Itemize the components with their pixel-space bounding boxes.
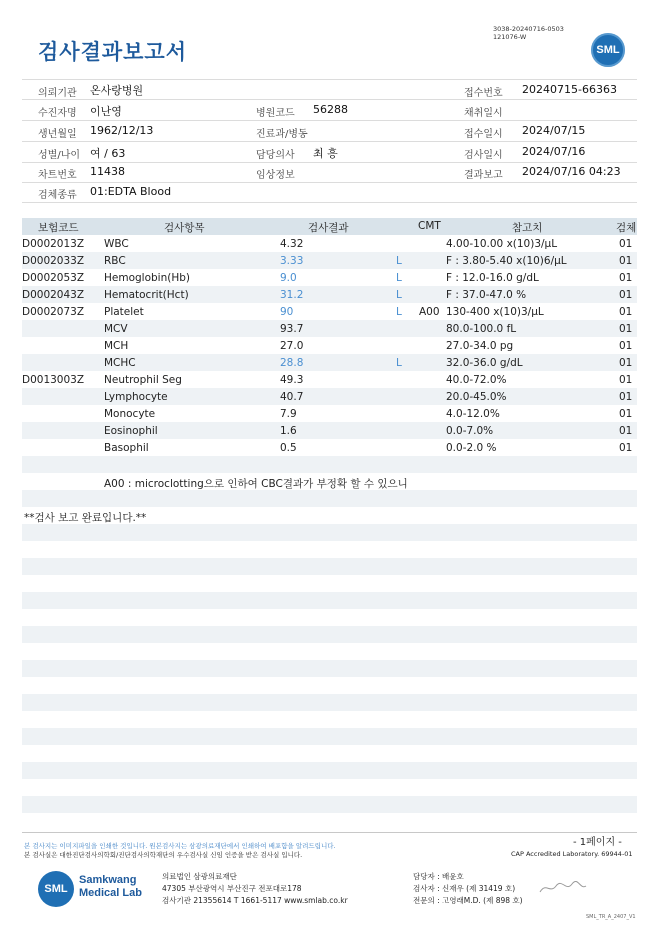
label-report-time: 결과보고 (464, 170, 503, 181)
reference-range: 32.0-36.0 g/dL (446, 357, 523, 369)
insurance-code: D0002033Z (22, 255, 85, 267)
col-test-item: 검사항목 (164, 222, 205, 234)
label-collection-time: 채취일시 (464, 108, 503, 119)
label-clinical-info: 임상정보 (256, 170, 295, 181)
row-stripe (22, 728, 637, 745)
reference-range: F : 37.0-47.0 % (446, 289, 527, 301)
divider (22, 141, 637, 142)
result-flag: L (396, 272, 402, 284)
test-item: Eosinophil (104, 425, 158, 437)
test-item: WBC (104, 238, 129, 250)
table-row (22, 440, 637, 457)
table-row (22, 287, 637, 304)
value-chart-no: 11438 (90, 165, 125, 178)
result-value: 4.32 (280, 238, 304, 250)
specimen-code: 01 (619, 272, 633, 284)
result-value: 0.5 (280, 442, 297, 454)
label-receipt-no: 접수번호 (464, 88, 503, 99)
reference-range: 0.0-2.0 % (446, 442, 497, 454)
reference-range: 40.0-72.0% (446, 374, 507, 386)
reference-range: 80.0-100.0 fL (446, 323, 517, 335)
specimen-code: 01 (619, 323, 633, 335)
table-row (22, 270, 637, 287)
table-row (22, 423, 637, 440)
report-complete-note: **검사 보고 완료입니다.** (24, 512, 147, 524)
result-value: 40.7 (280, 391, 304, 403)
reference-range: F : 3.80-5.40 x(10)6/μL (446, 255, 567, 267)
test-item: MCH (104, 340, 129, 352)
divider (22, 79, 637, 80)
result-flag: L (396, 289, 402, 301)
lab-staff: 담당자 : 배윤호 검사자 : 신재우 (제 31419 호) 전문의 : 고영래M.D. (제 898 호) (413, 872, 523, 905)
divider (22, 182, 637, 183)
samkwang-name: Samkwang Medical Lab (79, 874, 142, 899)
label-sex-age: 성별/나이 (38, 150, 81, 161)
result-value: 28.8 (280, 357, 304, 369)
samkwang-logo: SML (38, 871, 74, 907)
col-insurance-code: 보험코드 (38, 222, 79, 234)
label-chart-no: 차트번호 (38, 170, 77, 181)
insurance-code: D0002043Z (22, 289, 85, 301)
page-number: - 1페이지 - (573, 837, 622, 848)
table-row (22, 236, 637, 253)
insurance-code: D0002013Z (22, 238, 85, 250)
results-table-header (22, 218, 637, 235)
result-value: 7.9 (280, 408, 297, 420)
specimen-code: 01 (619, 357, 633, 369)
footer-divider (22, 832, 637, 833)
reference-range: 0.0-7.0% (446, 425, 494, 437)
test-item: Monocyte (104, 408, 156, 420)
reference-range: 27.0-34.0 pg (446, 340, 514, 352)
row-stripe (22, 524, 637, 541)
table-row (22, 372, 637, 389)
table-row (22, 253, 637, 270)
remark-line-1: A00 : microclotting으로 인하여 CBC결과가 부정확 할 수 있으니 (104, 478, 408, 490)
label-receipt-date: 접수일시 (464, 129, 503, 140)
test-item: Platelet (104, 306, 144, 318)
specimen-code: 01 (619, 255, 633, 267)
value-hospital-code: 56288 (313, 103, 348, 116)
lab-address: 의료법인 삼광의료재단 47305 부산광역시 부산진구 전포대로178 검사기관 21355614 T 1661-5117 www.smlab.co.kr (162, 872, 348, 905)
form-code: SML_TR_A_2407_V1 (586, 914, 636, 920)
result-value: 90 (280, 306, 294, 318)
value-report-time: 2024/07/16 04:23 (522, 165, 621, 178)
result-value: 31.2 (280, 289, 304, 301)
specimen-code: 01 (619, 238, 633, 250)
cap-accreditation: CAP Accredited Laboratory. 69944-01 (511, 850, 633, 858)
value-birthdate: 1962/12/13 (90, 124, 154, 137)
table-row (22, 338, 637, 355)
test-item: Neutrophil Seg (104, 374, 182, 386)
test-item: Basophil (104, 442, 149, 454)
row-stripe (22, 660, 637, 677)
result-flag: L (396, 306, 402, 318)
value-receipt-date: 2024/07/15 (522, 124, 586, 137)
label-birthdate: 생년월일 (38, 129, 77, 140)
reference-range: 4.00-10.00 x(10)3/μL (446, 238, 558, 250)
row-stripe (22, 558, 637, 575)
divider (22, 162, 637, 163)
footer-notice-2: 본 검사실은 대한진단검사의학회/진단검사의학재단의 우수검사실 신임 인증을 받은 검사실 입니다. (24, 851, 303, 859)
result-value: 1.6 (280, 425, 297, 437)
specimen-code: 01 (619, 289, 633, 301)
table-row (22, 389, 637, 406)
reference-range: 20.0-45.0% (446, 391, 507, 403)
insurance-code: D0002053Z (22, 272, 85, 284)
table-row (22, 321, 637, 338)
reference-range: F : 12.0-16.0 g/dL (446, 272, 539, 284)
value-requester: 온사랑병원 (90, 84, 144, 97)
divider (22, 99, 637, 100)
specimen-code: 01 (619, 408, 633, 420)
label-specimen: 검체종류 (38, 190, 77, 201)
value-doctor: 최 흥 (313, 147, 338, 160)
label-test-date: 검사일시 (464, 150, 503, 161)
row-stripe (22, 490, 637, 507)
footer-notice-1: 본 검사지는 이미지파일을 인쇄한 것입니다. 원본검사지는 삼광의료재단에서 인쇄하여 배포함을 알려드립니다. (24, 842, 336, 850)
label-hospital-code: 병원코드 (256, 108, 295, 119)
result-value: 9.0 (280, 272, 297, 284)
row-stripe (22, 592, 637, 609)
value-test-date: 2024/07/16 (522, 145, 586, 158)
col-reference: 참고치 (512, 222, 543, 234)
table-row (22, 406, 637, 423)
test-item: Hematocrit(Hct) (104, 289, 189, 301)
specimen-code: 01 (619, 306, 633, 318)
label-requester: 의뢰기관 (38, 88, 77, 99)
row-stripe (22, 796, 637, 813)
specimen-code: 01 (619, 340, 633, 352)
label-patient-name: 수진자명 (38, 108, 77, 119)
reference-range: 130-400 x(10)3/μL (446, 306, 544, 318)
result-value: 93.7 (280, 323, 304, 335)
col-cmt: CMT (418, 220, 441, 232)
result-value: 3.33 (280, 255, 304, 267)
reference-range: 4.0-12.0% (446, 408, 500, 420)
row-stripe (22, 626, 637, 643)
table-row (22, 355, 637, 372)
test-item: RBC (104, 255, 126, 267)
value-receipt-no: 20240715-66363 (522, 83, 617, 96)
row-stripe (22, 456, 637, 473)
cmt-code: A00 (419, 306, 440, 318)
row-stripe (22, 762, 637, 779)
value-sex-age: 여 / 63 (90, 147, 126, 160)
result-flag: L (396, 255, 402, 267)
value-patient-name: 이난영 (90, 105, 122, 118)
specimen-code: 01 (619, 425, 633, 437)
test-item: Lymphocyte (104, 391, 168, 403)
result-value: 49.3 (280, 374, 304, 386)
col-specimen: 검체 (616, 222, 637, 234)
insurance-code: D0013003Z (22, 374, 85, 386)
specimen-code: 01 (619, 442, 633, 454)
result-flag: L (396, 357, 402, 369)
table-row (22, 304, 637, 321)
label-department: 진료과/병동 (256, 129, 308, 140)
label-doctor: 담당의사 (256, 150, 295, 161)
divider (22, 120, 637, 121)
test-item: MCV (104, 323, 128, 335)
document-id: 3038-20240716-0503 121076-W (493, 25, 564, 41)
result-value: 27.0 (280, 340, 304, 352)
row-stripe (22, 694, 637, 711)
divider (22, 202, 637, 203)
sml-logo: SML (591, 33, 625, 67)
test-item: Hemoglobin(Hb) (104, 272, 191, 284)
insurance-code: D0002073Z (22, 306, 85, 318)
col-result: 검사결과 (308, 222, 349, 234)
specimen-code: 01 (619, 391, 633, 403)
test-item: MCHC (104, 357, 136, 369)
report-title: 검사결과보고서 (38, 40, 188, 64)
signature (538, 880, 588, 896)
specimen-code: 01 (619, 374, 633, 386)
value-specimen: 01:EDTA Blood (90, 185, 172, 198)
